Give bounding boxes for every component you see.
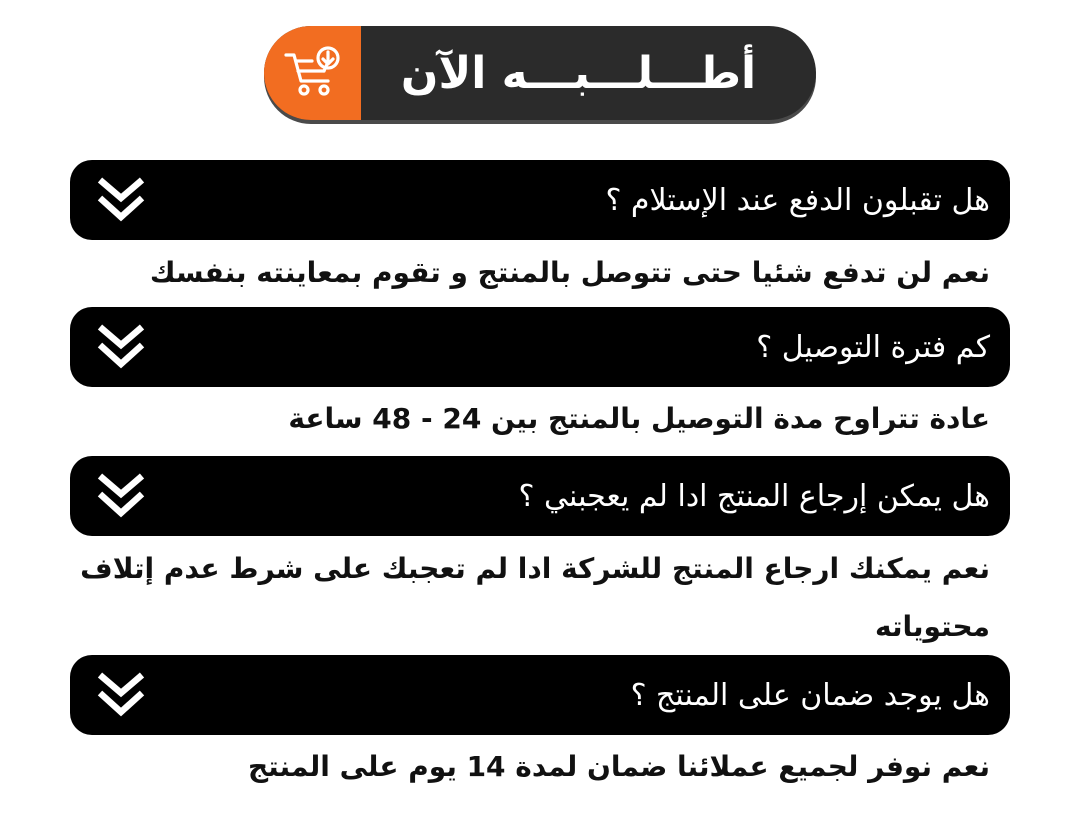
faq-answer-1: نعم لن تدفع شئيا حتى تتوصل بالمنتج و تقوم بمعاينته بنفسك <box>149 256 990 289</box>
cart-download-icon <box>282 45 344 101</box>
faq-answer-3: نعم يمكنك ارجاع المنتج للشركة ادا لم تعجبك على شرط عدم إتلاف محتوياته <box>80 552 990 643</box>
faq-question-text: هل تقبلون الدفع عند الإستلام ؟ <box>605 182 990 218</box>
faq-question-4[interactable] <box>70 655 1010 735</box>
faq-question-text: هل يمكن إرجاع المنتج ادا لم يعجبني ؟ <box>518 478 990 514</box>
faq-question-1[interactable] <box>70 160 1010 240</box>
faq-answer-2: عادة تتراوح مدة التوصيل بالمنتج بين 24 - 48 ساعة <box>288 402 990 435</box>
faq-question-2[interactable] <box>70 307 1010 387</box>
order-now-label: أطـــلـــبـــه الآن <box>400 47 757 99</box>
order-now-button[interactable] <box>264 26 816 120</box>
cart-icon-area <box>264 26 361 120</box>
double-chevron-down-icon <box>96 470 146 522</box>
double-chevron-down-icon <box>96 174 146 226</box>
faq-question-text: كم فترة التوصيل ؟ <box>756 329 990 365</box>
double-chevron-down-icon <box>96 669 146 721</box>
faq-question-text: هل يوجد ضمان على المنتج ؟ <box>630 677 990 713</box>
double-chevron-down-icon <box>96 321 146 373</box>
faq-answer-4: نعم نوفر لجميع عملائنا ضمان لمدة 14 يوم على المنتج <box>247 750 990 783</box>
faq-question-3[interactable] <box>70 456 1010 536</box>
